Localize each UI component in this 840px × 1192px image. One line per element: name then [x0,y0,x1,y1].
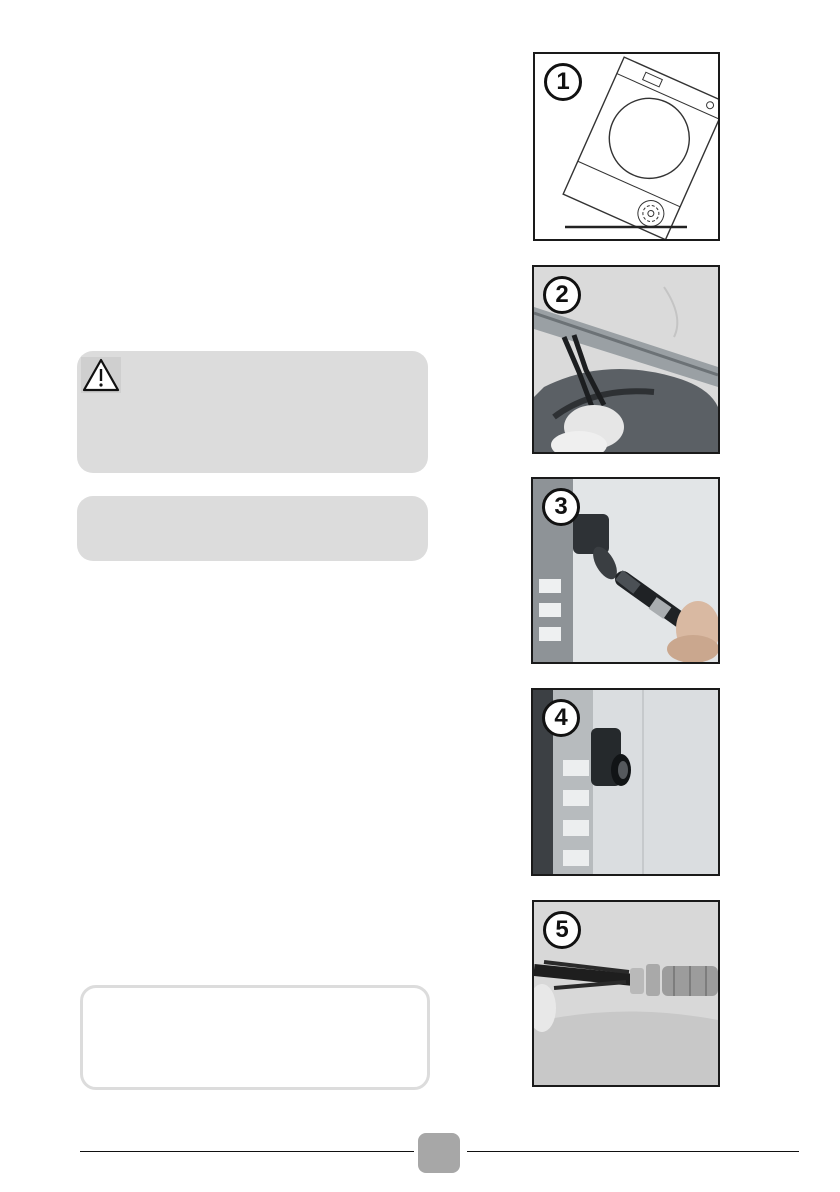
figure-number-badge: 4 [542,699,580,737]
warning-box [77,351,428,473]
figure-number-badge: 5 [543,911,581,949]
figure-3 [531,477,720,664]
page-number-tab [418,1133,460,1173]
figure-1 [533,52,720,241]
figure-4 [531,688,720,876]
figure-2 [532,265,720,454]
warning-triangle-icon [81,357,121,393]
note-box [77,496,428,561]
figure-5 [532,900,720,1087]
figure-number-badge: 3 [542,488,580,526]
footer-rule-right [467,1151,799,1152]
outlined-note-box [80,985,430,1090]
figure-number-badge: 2 [543,276,581,314]
footer-rule-left [80,1151,414,1152]
figure-number-badge: 1 [544,63,582,101]
